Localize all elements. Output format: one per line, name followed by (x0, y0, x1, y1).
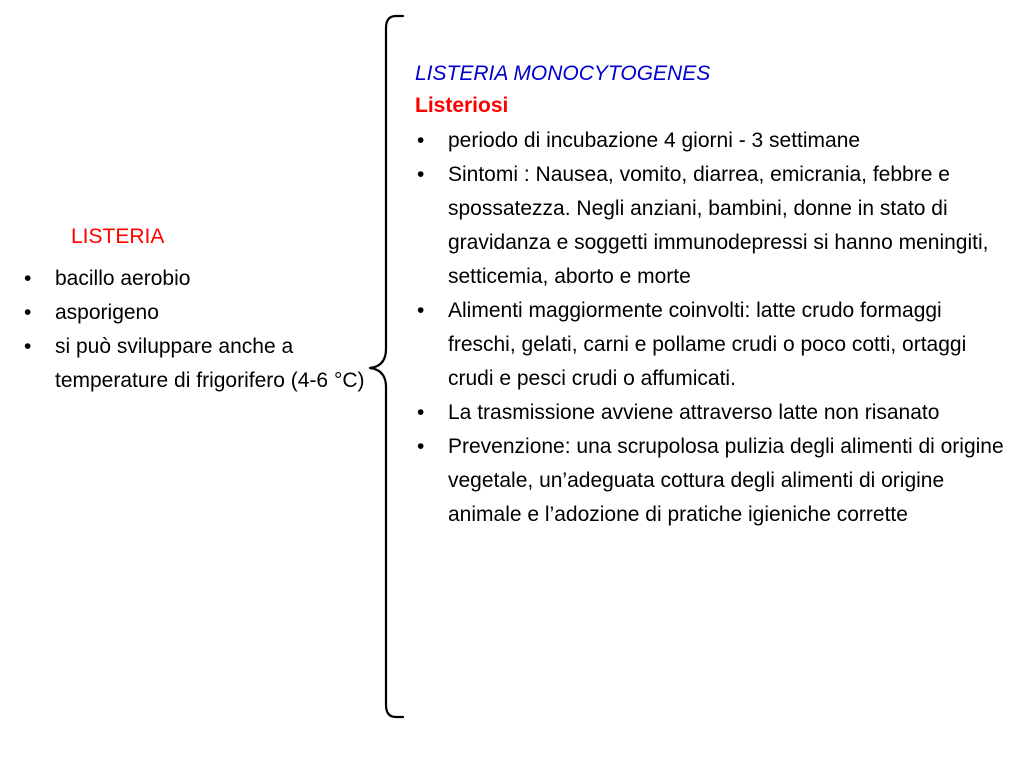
list-item-text: La trasmissione avviene attraverso latte non risanato (448, 401, 940, 424)
list-item (415, 430, 1005, 532)
left-bullet-list (22, 262, 372, 398)
bullet-icon: • (417, 129, 425, 152)
list-item-text: asporigeno (55, 301, 159, 324)
right-subtitle: Listeriosi (415, 94, 509, 117)
list-item-text: Alimenti maggiormente coinvolti: latte crudo formaggi freschi, gelati, carni e pollame crudi o poco cotti, ortaggi crudi e pesci crudi o affumicati. (448, 299, 967, 390)
list-item (22, 330, 372, 398)
list-item-text: Sintomi : Nausea, vomito, diarrea, emicrania, febbre e spossatezza. Negli anziani, bambini, donne in stato di gravidanza e soggetti immunodepressi si hanno meningiti, setticemia, aborto e morte (448, 163, 989, 288)
list-item-text: si può svilupparе anche a temperature di frigorifero (4-6 °C) (55, 335, 365, 392)
list-item-text: bacillo aerobio (55, 267, 191, 290)
list-item (415, 294, 1005, 396)
bullet-icon: • (24, 267, 32, 290)
list-item (415, 124, 1005, 158)
list-item (22, 262, 372, 296)
list-item (415, 158, 1005, 294)
bullet-icon: • (24, 335, 32, 358)
list-item-text: Prevenzione: una scrupolosa pulizia degli alimenti di origine vegetale, un’adeguata cottura degli alimenti di origine animale e l’adozione di pratiche igieniche corrette (448, 435, 1004, 526)
bullet-icon: • (417, 299, 425, 322)
bullet-icon: • (417, 401, 425, 424)
bullet-icon: • (417, 163, 425, 186)
list-item (22, 296, 372, 330)
left-title: LISTERIA (71, 225, 165, 248)
curly-brace-icon (365, 12, 415, 722)
right-bullet-list (415, 124, 1005, 532)
bullet-icon: • (24, 301, 32, 324)
bullet-icon: • (417, 435, 425, 458)
right-title: LISTERIA MONOCYTOGENES (415, 62, 711, 85)
list-item (415, 396, 1005, 430)
list-item-text: periodo di incubazione 4 giorni - 3 settimane (448, 129, 861, 152)
